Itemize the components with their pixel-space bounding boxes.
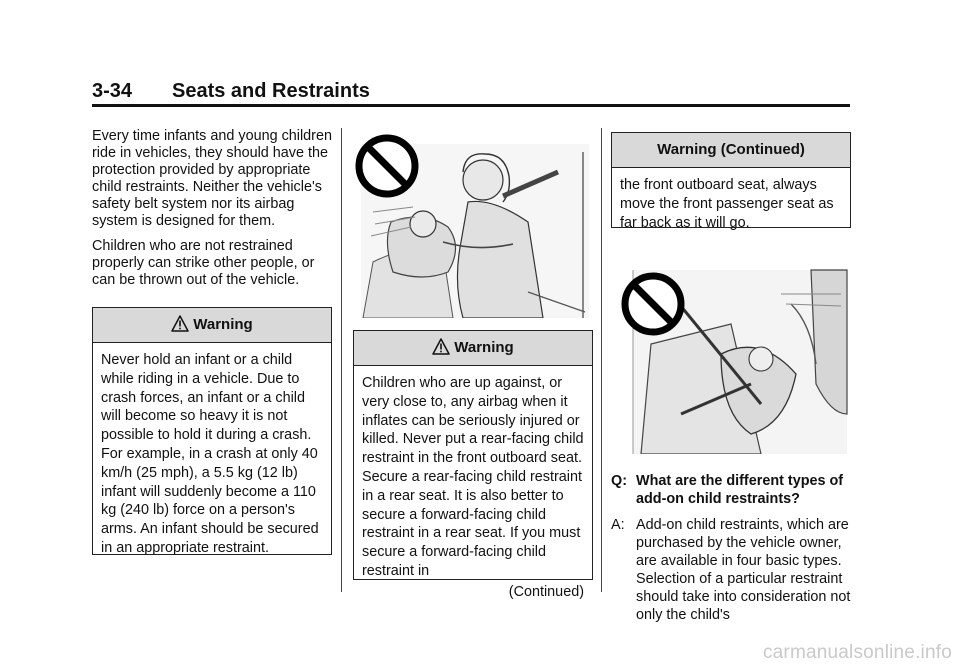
warning-box-hold-infant: [92, 307, 332, 555]
column-3: [611, 132, 851, 632]
answer-row: [611, 516, 851, 624]
qa-section: [611, 472, 851, 624]
watermark: carmanualsonline.info: [762, 642, 952, 663]
answer-text: Add-on child restraints, which are purchased by the vehicle owner, are available in four basic types. Selection of a particular restraint should take into consideration not only the child's: [636, 517, 851, 623]
column-divider-2: [601, 128, 602, 592]
warning-box-continued: [611, 132, 851, 231]
warning-title: Warning: [193, 316, 253, 333]
warning-body: Never hold an infant or a child while riding in a vehicle. Due to crash forces, an infant or a child will become so heavy it is not possible to hold it during a crash. For example, in a crash at only 40 km/h (25 mph), a 5.5 kg (12 lb) infant will suddenly become a 110 kg (240 lb) force on a person's arms. An infant should be secured in an appropriate restraint.: [101, 352, 319, 556]
header-rule: [92, 104, 850, 107]
illustration-held-infant-airbag: [353, 132, 593, 318]
warning-triangle-icon: [171, 311, 189, 345]
column-divider-1: [341, 128, 342, 592]
page-number: 3-34: [92, 80, 133, 102]
answer-label: A:: [611, 517, 625, 533]
warning-header: [354, 331, 592, 366]
warning-header: Warning (Continued): [612, 133, 850, 168]
warning-body: the front outboard seat, always move the front passenger seat as far back as it will go.: [620, 177, 834, 231]
page-header: [92, 80, 850, 103]
paragraph-infants: Every time infants and young children ride in vehicles, they should have the protection provided by appropriate child restraints. Neither the vehicle's safety belt system nor its airbag system is designed for them.: [92, 128, 332, 229]
warning-title: Warning: [454, 339, 514, 356]
warning-header: [93, 308, 331, 343]
warning-body: [354, 366, 592, 610]
continued-label: (Continued): [508, 583, 584, 600]
question-text: What are the different types of add-on child restraints?: [636, 473, 844, 507]
column-2: [353, 132, 593, 600]
warning-triangle-icon: [432, 334, 450, 368]
paragraph-unrestrained: Children who are not restrained properly can strike other people, or can be thrown out of the vehicle.: [92, 238, 315, 288]
section-title: Seats and Restraints: [172, 80, 370, 102]
column-1: [92, 128, 332, 555]
warning-text: Children who are up against, or very close to, any airbag when it inflates can be seriously injured or killed. Never put a rear-facing child restraint in the front outboard seat. Secure a rear-facing child restraint in a rear seat. It is also better to secure a forward-facing child restraint in a rear seat. If you must secure a forward-facing child restraint in: [362, 375, 584, 579]
rear-facing-seat-figure: [611, 264, 851, 454]
question-label: Q:: [611, 473, 627, 489]
warning-box-airbag: [353, 330, 593, 600]
held-infant-figure: [353, 132, 593, 318]
question-row: [611, 472, 851, 508]
illustration-rear-facing-restraint: [611, 264, 851, 454]
